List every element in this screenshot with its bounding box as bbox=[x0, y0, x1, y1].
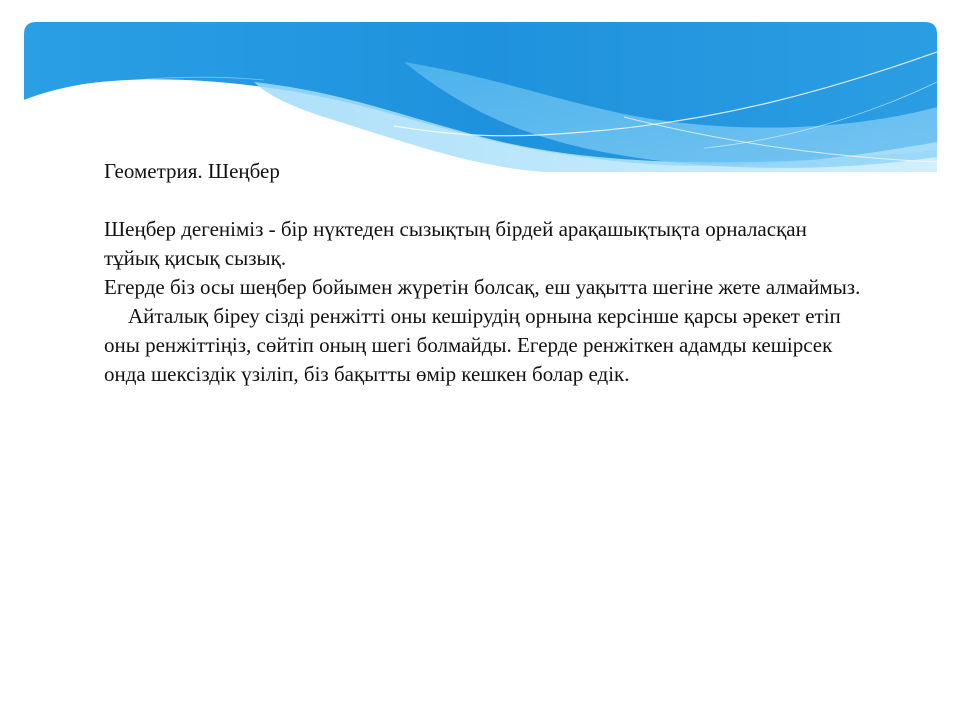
forgiveness-paragraph: Айталық біреу сізді ренжітті оны кешірудің орнына керсінше қарсы әрекет етіп оны ренжіттіңіз, сөйтіп оның шегі болмайды. Егерде ренжіткен адамды кешірсек онда шексіздік үзіліп, біз бақытты өмір кешкен болар едік. bbox=[104, 304, 841, 386]
circle-paragraph: Егерде біз осы шеңбер бойымен жүретін болсақ, еш уақытта шегіне жете алмаймыз. bbox=[104, 275, 861, 299]
header-wave-banner bbox=[24, 22, 937, 172]
definition-paragraph: Шеңбер дегеніміз - бір нүктеден сызықтың бірдей арақашықтықта орналасқан тұйық қисық сызық. bbox=[104, 217, 807, 270]
slide-title: Геометрия. Шеңбер bbox=[104, 159, 280, 183]
slide-content bbox=[104, 157, 864, 389]
